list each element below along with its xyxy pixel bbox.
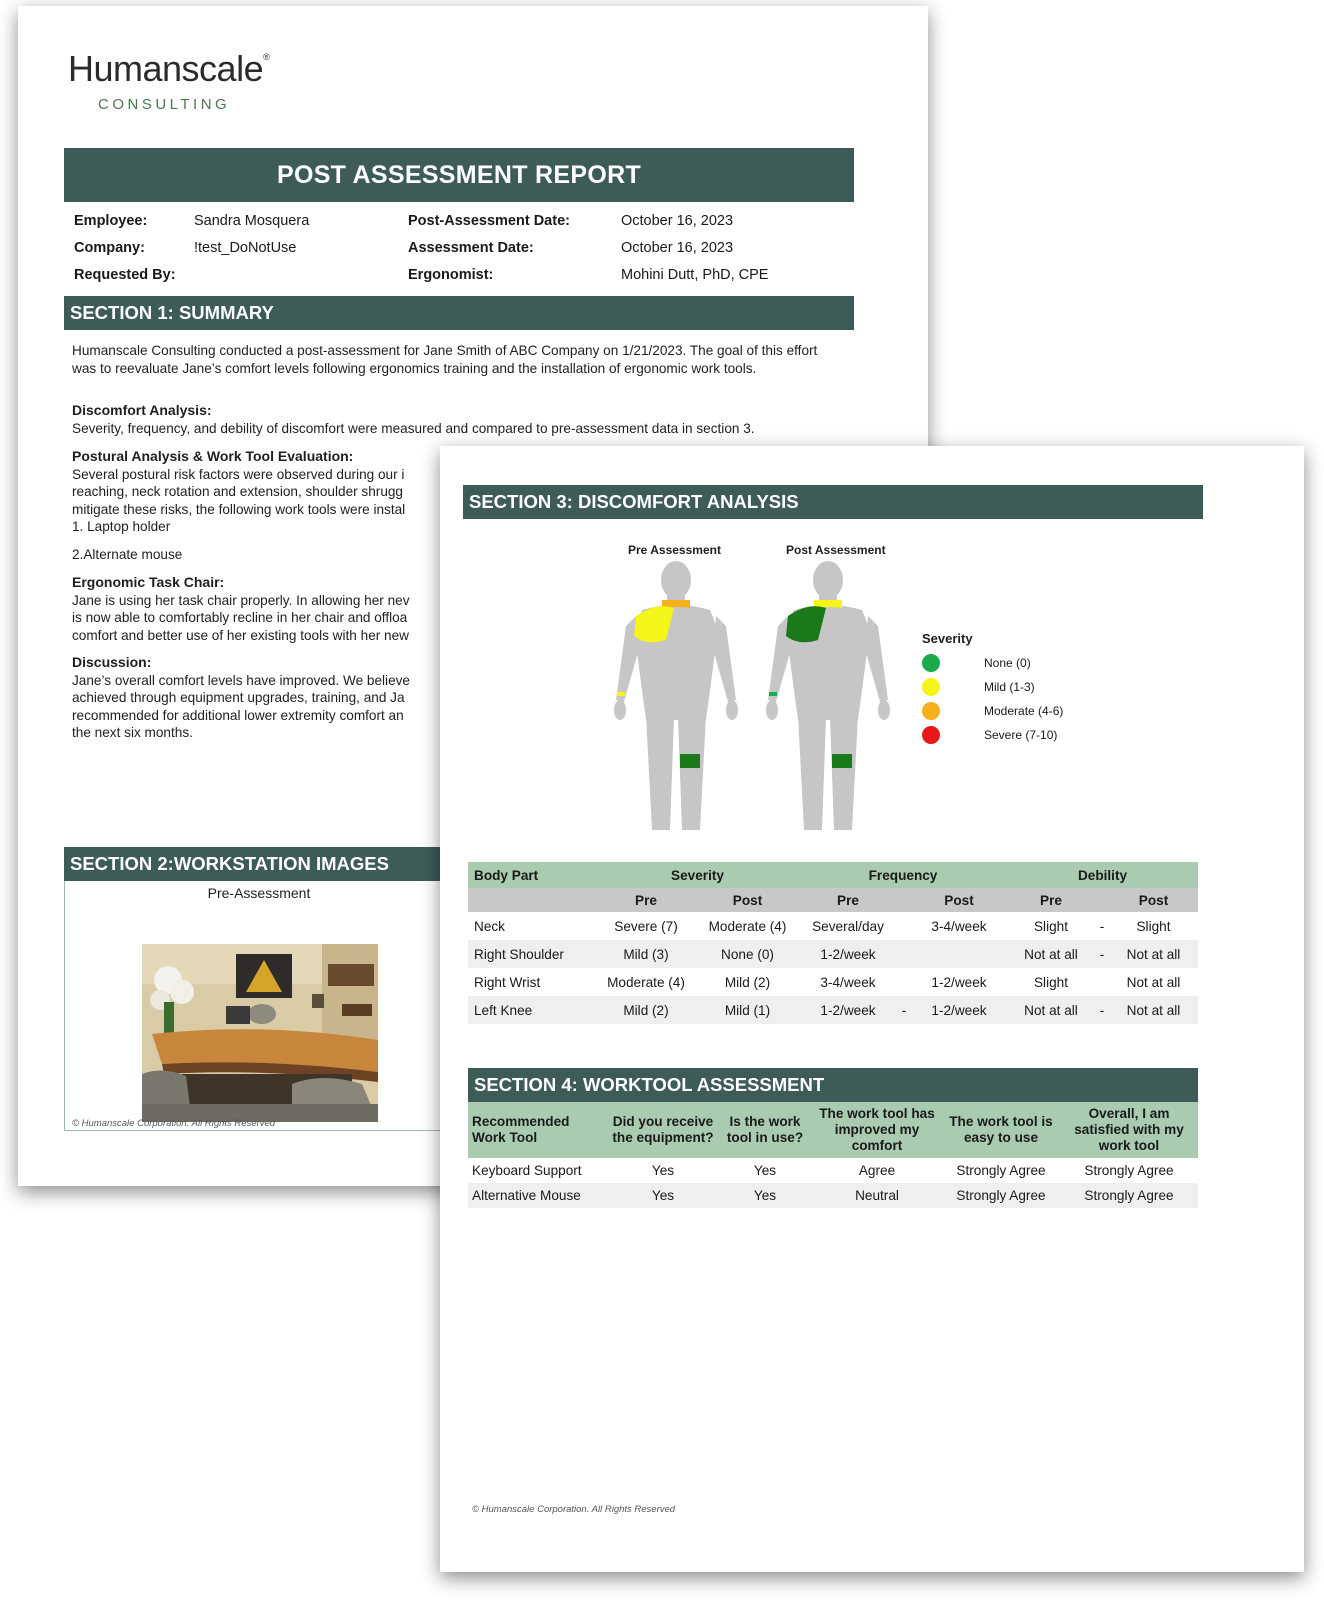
- legend-item: [922, 654, 1031, 672]
- postural-line: reaching, neck rotation and extension, shoulder shrugg: [72, 484, 403, 499]
- postural-summary: [72, 448, 442, 563]
- legend-item: [922, 678, 1035, 696]
- table-cell: Strongly Agree: [1084, 1163, 1174, 1178]
- table-cell: 1-2/week: [911, 996, 1007, 1024]
- table-cell: Severe (7): [614, 918, 678, 934]
- table-row: [468, 940, 1198, 968]
- table-cell: 1-2/week: [799, 996, 897, 1024]
- text: Humanscale: [68, 48, 264, 89]
- tool-item: 2.Alternate mouse: [72, 546, 183, 562]
- table-cell: Mild (2): [596, 996, 696, 1024]
- table-cell: 1-2/week: [931, 974, 987, 990]
- page1-footer: © Humanscale Corporation. All Rights Reserved: [72, 1118, 276, 1129]
- col-easy-to-use: The work tool is easy to use: [942, 1102, 1060, 1158]
- legend-swatch: [922, 654, 940, 672]
- table-cell: Slight: [1136, 918, 1171, 934]
- section1-header: SECTION 1: SUMMARY: [64, 296, 854, 330]
- table-cell: Alternative Mouse: [468, 1183, 608, 1208]
- col-freq-pre: Pre: [799, 888, 897, 912]
- post-assessment-date-label: Post-Assessment Date:: [408, 213, 570, 229]
- ergonomist-label: Ergonomist:: [408, 267, 494, 283]
- table-cell: 3-4/week: [931, 918, 987, 934]
- legend-swatch: [922, 678, 940, 696]
- col-severity: Severity: [596, 862, 799, 888]
- ergonomist-value: Mohini Dutt, PhD, CPE: [621, 267, 769, 283]
- table-row: [468, 912, 1198, 940]
- table-cell: -: [897, 996, 911, 1024]
- col-recommended-tool: Recommended Work Tool: [468, 1102, 608, 1158]
- postural-line: Several postural risk factors were observed during our i: [72, 466, 405, 482]
- company-label: Company:: [74, 240, 145, 256]
- post-assessment-date-value: October 16, 2023: [621, 213, 734, 229]
- assessment-date-value: October 16, 2023: [621, 240, 734, 256]
- table-cell: Not at all: [1007, 940, 1095, 968]
- table-header-cell: [897, 888, 911, 912]
- table-cell: Keyboard Support: [472, 1163, 582, 1178]
- table-cell: Slight: [1033, 974, 1068, 990]
- table-cell: Yes: [753, 1163, 777, 1178]
- legend-swatch: [922, 702, 940, 720]
- table-cell: -: [1095, 996, 1109, 1024]
- table-cell: Moderate (4): [708, 918, 787, 934]
- postural-line: mitigate these risks, the following work tools were instal: [72, 501, 406, 517]
- table-row: [468, 968, 1198, 996]
- table-header-cell: [468, 888, 596, 912]
- table-cell: Strongly Agree: [942, 1183, 1060, 1208]
- tool-item: 1. Laptop holder: [72, 519, 171, 534]
- col-deb-post: Post: [1109, 888, 1198, 912]
- post-assessment-body-figure: [758, 560, 898, 834]
- requested-by-label: Requested By:: [74, 267, 176, 283]
- post-assessment-label: Post Assessment: [786, 543, 886, 557]
- table-row: [468, 1158, 1198, 1183]
- col-frequency: Frequency: [799, 862, 1007, 888]
- discomfort-summary: [72, 402, 842, 437]
- table-cell: Left Knee: [468, 996, 596, 1024]
- text: Mild (1-3): [984, 680, 1035, 694]
- chair-summary: [72, 574, 442, 644]
- chair-heading: Ergonomic Task Chair:: [72, 574, 225, 590]
- legend-swatch: [922, 726, 940, 744]
- discussion-summary: [72, 654, 442, 742]
- table-cell: 3-4/week: [820, 974, 876, 990]
- table-cell: [897, 912, 911, 940]
- table-cell: -: [1099, 918, 1105, 934]
- severity-legend-title: Severity: [922, 631, 973, 646]
- table-cell: Yes: [718, 1183, 812, 1208]
- table-cell: None (0): [696, 940, 799, 968]
- section3-header: SECTION 3: DISCOMFORT ANALYSIS: [463, 485, 1203, 519]
- page2-footer: © Humanscale Corporation. All Rights Reserved: [472, 1504, 676, 1515]
- discussion-line: Jane’s overall comfort levels have improved. We believe: [72, 672, 410, 688]
- discussion-line: achieved through equipment upgrades, training, and Ja: [72, 690, 405, 705]
- discussion-line: the next six months.: [72, 725, 193, 740]
- table-cell: Right Shoulder: [468, 940, 596, 968]
- workstation-photo: [142, 944, 378, 1122]
- table-cell: [897, 940, 911, 968]
- table-cell: Mild (1): [696, 996, 799, 1024]
- col-improved-comfort: The work tool has improved my comfort: [812, 1102, 942, 1158]
- legend-item: [922, 702, 1063, 720]
- text: None (0): [984, 656, 1031, 670]
- discomfort-heading: Discomfort Analysis:: [72, 402, 212, 418]
- col-freq-post: Post: [911, 888, 1007, 912]
- table-cell: Several/day: [812, 918, 884, 934]
- logo-subtitle: CONSULTING: [98, 96, 231, 113]
- table-cell: 1-2/week: [799, 940, 897, 968]
- col-sev-pre: Pre: [596, 888, 696, 912]
- table-header-cell: [1095, 888, 1109, 912]
- text: Moderate (4-6): [984, 704, 1064, 718]
- col-debility: Debility: [1007, 862, 1198, 888]
- table-cell: Mild (3): [596, 940, 696, 968]
- table-cell: Agree: [858, 1163, 896, 1178]
- pre-assessment-caption: Pre-Assessment: [207, 885, 311, 901]
- discomfort-text: Severity, frequency, and debility of discomfort were measured and compared to pre-assessment data in section 3.: [72, 420, 755, 436]
- discomfort-table: [468, 862, 1198, 1024]
- col-deb-pre: Pre: [1007, 888, 1095, 912]
- table-cell: Right Wrist: [474, 974, 541, 990]
- table-cell: Strongly Agree: [1060, 1183, 1198, 1208]
- employee-value: Sandra Mosquera: [194, 213, 310, 229]
- text: Severe (7-10): [984, 728, 1058, 742]
- col-satisfied: Overall, I am satisfied with my work tool: [1060, 1102, 1198, 1158]
- legend-item: [922, 726, 1057, 744]
- company-value: !test_DoNotUse: [194, 240, 297, 256]
- chair-line: is now able to comfortably recline in her chair and offloa: [72, 610, 408, 625]
- table-cell: Yes: [651, 1163, 675, 1178]
- discussion-heading: Discussion:: [72, 654, 152, 670]
- report-title: POST ASSESSMENT REPORT: [64, 148, 854, 202]
- table-cell: [911, 940, 1007, 968]
- table-cell: Not at all: [1126, 974, 1181, 990]
- col-sev-post: Post: [696, 888, 799, 912]
- col-received: Did you receive the equipment?: [608, 1102, 718, 1158]
- table-cell: [1095, 968, 1109, 996]
- section2-header: SECTION 2:WORKSTATION IMAGES: [64, 847, 464, 881]
- section4-header: SECTION 4: WORKTOOL ASSESSMENT: [468, 1068, 1198, 1102]
- company-logo: [68, 48, 269, 90]
- table-cell: Neck: [474, 918, 505, 934]
- table-cell: Moderate (4): [607, 974, 685, 990]
- table-cell: Not at all: [1109, 996, 1198, 1024]
- table-cell: Not at all: [1007, 996, 1095, 1024]
- pre-assessment-label: Pre Assessment: [628, 543, 721, 557]
- chair-line: Jane is using her task chair properly. In allowing her nev: [72, 592, 410, 608]
- table-cell: Neutral: [812, 1183, 942, 1208]
- table-cell: Not at all: [1109, 940, 1198, 968]
- report-page-2: [440, 446, 1304, 1572]
- table-cell: -: [1095, 940, 1109, 968]
- col-body-part: Body Part: [468, 862, 596, 888]
- chair-line: comfort and better use of her existing tools with her new: [72, 627, 409, 643]
- table-cell: Yes: [608, 1183, 718, 1208]
- summary-intro: Humanscale Consulting conducted a post-assessment for Jane Smith of ABC Company on 1/21/2023. The goal of this effort was to reevaluate Jane’s comfort levels following ergonomics training and the installation of ergonomic work tools.: [72, 343, 818, 376]
- table-cell: Strongly Agree: [956, 1163, 1046, 1178]
- col-in-use: Is the work tool in use?: [718, 1102, 812, 1158]
- text: ®: [263, 52, 270, 62]
- table-cell: Mild (2): [724, 974, 771, 990]
- employee-label: Employee:: [74, 213, 148, 229]
- table-cell: Slight: [1033, 918, 1068, 934]
- worktool-table: [468, 1102, 1198, 1208]
- table-row: [468, 996, 1198, 1024]
- pre-assessment-body-figure: [606, 560, 746, 834]
- table-row: [468, 1183, 1198, 1208]
- table-cell: [897, 968, 911, 996]
- assessment-date-label: Assessment Date:: [408, 240, 534, 256]
- discussion-line: recommended for additional lower extremity comfort an: [72, 707, 404, 723]
- postural-heading: Postural Analysis & Work Tool Evaluation:: [72, 448, 354, 464]
